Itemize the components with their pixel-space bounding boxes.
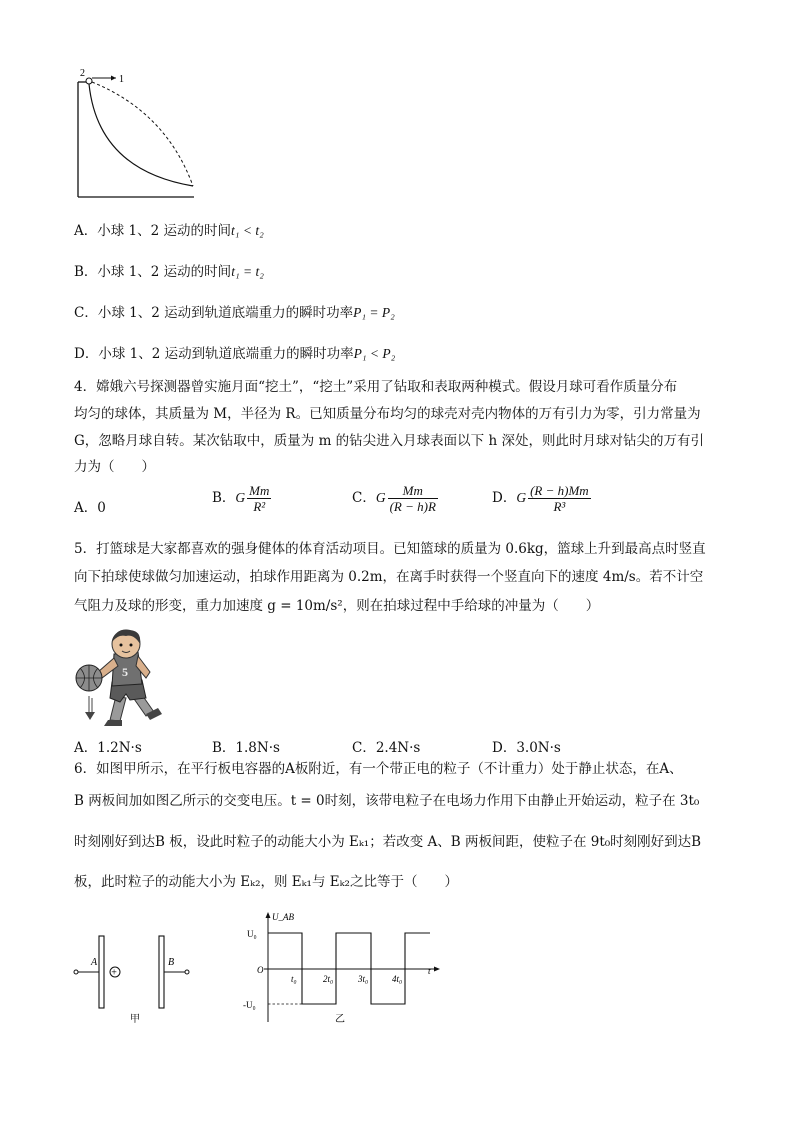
solid-curve-track — [89, 84, 193, 186]
q3-option-d: D．小球 1、2 运动到轨道底端重力的瞬时功率P₁ < P₂ — [74, 346, 396, 362]
q5-option-a: A．1.2N·s — [74, 740, 142, 756]
svg-text:+: + — [111, 967, 117, 979]
plate-b — [159, 936, 164, 1008]
capacitor-figure-jia — [70, 930, 200, 1026]
basketball-player-illustration — [72, 628, 176, 732]
q3-option-b: B．小球 1、2 运动的时间t₁ = t₂ — [74, 264, 264, 280]
caption-yi: 乙 — [335, 1014, 345, 1025]
q3-option-a: A．小球 1、2 运动的时间t₁ < t₂ — [74, 223, 264, 239]
ball-label-1: 1 — [119, 74, 124, 85]
plate-a-label: A — [91, 957, 98, 968]
q4-line-4: 力为（ ） — [74, 459, 155, 475]
u0-label: U₀ — [247, 929, 257, 939]
tick-t0: t₀ — [291, 974, 297, 984]
plate-a — [99, 936, 104, 1008]
q5-option-d: D．3.0N·s — [492, 740, 561, 756]
q4-option-b: B．G $\frac{Mm}{\text{R²}}$ — [212, 483, 270, 514]
q5-line-2: 向下拍球使球做匀加速运动，拍球作用距离为 0.2m，在离手时获得一个竖直向下的速度 4m/s。若不计空 — [74, 569, 704, 585]
voltage-graph-yi — [240, 908, 450, 1028]
curve-track-figure — [70, 68, 200, 200]
y-axis-label: U_AB — [272, 912, 294, 922]
q6-line-4: 板，此时粒子的动能大小为 Eₖ₂，则 Eₖ₁与 Eₖ₂之比等于（ ） — [74, 874, 458, 890]
q6-line-2: B 两板间加如图乙所示的交变电压。t = 0时刻，该带电粒子在电场力作用下由静止开始运动，粒子在 3t₀ — [74, 793, 700, 809]
q5-line-3: 气阻力及球的形变，重力加速度 g = 10m/s²，则在拍球过程中手给球的冲量为（ ） — [74, 598, 600, 614]
x-axis-label: t — [428, 966, 431, 976]
tick-2t0: 2t₀ — [323, 974, 334, 984]
neg-u0-label: -U₀ — [243, 1000, 256, 1010]
q5-option-c: C．2.4N·s — [352, 740, 421, 756]
q4-option-c: C．G $\frac{Mm}{(R - h)R}$ — [352, 483, 436, 514]
ball — [86, 78, 92, 84]
q4-line-3: G，忽略月球自转。某次钻取中，质量为 m 的钻尖进入月球表面以下 h 深处，则此时月球对钻尖的万有引 — [74, 433, 704, 449]
origin-label: O — [257, 965, 264, 975]
q4-option-a: A．0 — [74, 500, 106, 516]
q4-line-2: 均匀的球体，其质量为 M，半径为 R。已知质量分布均匀的球壳对壳内物体的万有引力为零，引力常量为 — [74, 406, 701, 422]
q3-option-c: C．小球 1、2 运动到轨道底端重力的瞬时功率P₁ = P₂ — [74, 305, 395, 321]
q6-line-1: 6．如图甲所示，在平行板电容器的A板附近，有一个带正电的粒子（不计重力）处于静止状态，在A、 — [74, 761, 683, 777]
svg-text:5: 5 — [122, 665, 128, 679]
ball-label-2: 2 — [80, 68, 85, 79]
projectile-dashed-path — [92, 82, 193, 186]
q6-line-3: 时刻刚好到达B 板，设此时粒子的动能大小为 Eₖ₁；若改变 A、B 两板间距，使粒子在 9t₀时刻刚好到达B — [74, 834, 702, 850]
caption-jia: 甲 — [130, 1014, 140, 1025]
tick-3t0: 3t₀ — [358, 974, 369, 984]
arrow-head — [111, 76, 116, 81]
q4-option-d: D．G $\frac{(R - h)Mm}{\text{R³}}$ — [492, 483, 589, 514]
q5-line-1: 5．打篮球是大家都喜欢的强身健体的体育活动项目。已知篮球的质量为 0.6kg，篮球上升到最高点时竖直 — [74, 541, 706, 557]
q4-line-1: 4．嫦娥六号探测器曾实施月面“挖土”，“挖土”采用了钻取和表取两种模式。假设月球可看作质量分布 — [74, 379, 678, 395]
plate-b-label: B — [168, 957, 175, 968]
tick-4t0: 4t₀ — [392, 974, 403, 984]
q5-option-b: B．1.8N·s — [212, 740, 280, 756]
